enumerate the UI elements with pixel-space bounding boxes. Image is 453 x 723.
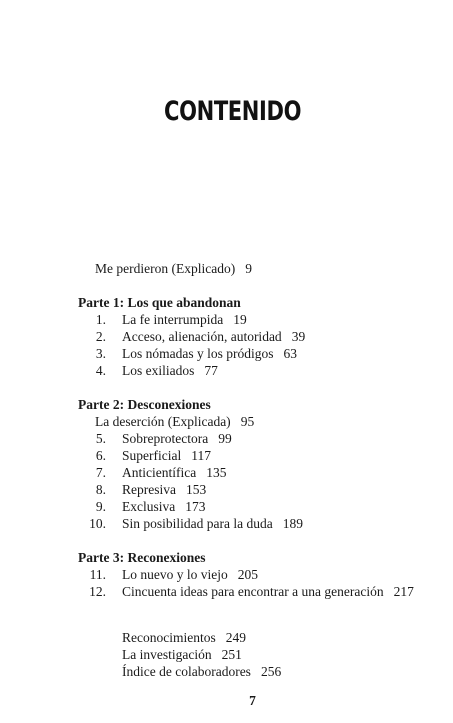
- toc-entry-label: Lo nuevo y lo viejo: [122, 567, 228, 582]
- toc-entry-page: 39: [291, 329, 306, 344]
- toc-entry-page: 95: [240, 414, 255, 429]
- toc-entry-label: Reconocimientos: [122, 630, 216, 645]
- toc-entry-number: 11.: [89, 567, 106, 582]
- toc-entry-label: Exclusiva: [122, 499, 176, 514]
- toc-entry-label: Acceso, alienación, autoridad: [122, 329, 282, 344]
- toc-entry-number: 1.: [95, 312, 106, 327]
- toc-entry-label: Los exiliados: [122, 363, 195, 378]
- toc-entry-page: 251: [221, 647, 242, 662]
- toc-entry: [78, 481, 438, 498]
- toc-entry-number: 7.: [95, 465, 106, 480]
- toc-entry-page: 249: [225, 630, 246, 645]
- toc-entry-number: 12.: [89, 584, 106, 599]
- toc-entry-number: 10.: [89, 516, 106, 531]
- toc-entry-label: Anticientífica: [122, 465, 197, 480]
- toc-entry-label: Represiva: [122, 482, 176, 497]
- toc-entry: [78, 498, 438, 515]
- toc-entry: [78, 583, 438, 600]
- toc-entry-page: 153: [185, 482, 207, 497]
- toc-entry-label: Sobreprotectora: [122, 431, 209, 446]
- part-2-heading: Parte 2: Desconexiones: [78, 397, 211, 412]
- toc-entry-number: 8.: [95, 482, 106, 497]
- toc-entry-number: 6.: [95, 448, 106, 463]
- toc-entry-label: La investigación: [122, 647, 212, 662]
- toc-entry: [122, 663, 438, 680]
- toc-entry: [78, 464, 438, 481]
- toc-entry-label: La fe interrumpida: [122, 312, 224, 327]
- toc-entry-page: 99: [218, 431, 232, 446]
- toc-entry-label: Cincuenta ideas para encontrar a una generación: [122, 584, 384, 599]
- toc-entry: [78, 447, 438, 464]
- part-1-heading: Parte 1: Los que abandonan: [78, 295, 241, 310]
- page-title: CONTENIDO: [164, 96, 302, 127]
- toc-entry: [78, 566, 438, 583]
- toc-entry-page: 63: [283, 346, 297, 361]
- toc-entry-page: 173: [185, 499, 206, 514]
- toc-entry-number: 3.: [95, 346, 106, 361]
- back-matter-list: [78, 629, 438, 680]
- toc-entry: [78, 345, 438, 362]
- part-3-heading: Parte 3: Reconexiones: [78, 550, 206, 565]
- toc-entry: [122, 629, 438, 646]
- toc-entry: [78, 311, 438, 328]
- page-number: 7: [249, 693, 256, 708]
- toc-entry-page: 256: [260, 664, 282, 679]
- toc-entry-page: 77: [204, 363, 218, 378]
- toc-entry: [78, 328, 438, 345]
- toc-entry: [78, 430, 438, 447]
- toc-entry-label: Me perdieron (Explicado): [95, 261, 236, 276]
- toc-entry-page: 117: [191, 448, 211, 463]
- toc-entry-part-2-intro: [78, 413, 438, 430]
- toc-entry: [122, 646, 438, 663]
- toc-entry-number: 4.: [95, 363, 106, 378]
- toc-entry-page: 135: [206, 465, 227, 480]
- toc-entry-page: 9: [245, 261, 252, 276]
- toc-entry-page: 205: [237, 567, 258, 582]
- toc-entry-number: 5.: [95, 431, 106, 446]
- toc-entry: [78, 362, 438, 379]
- toc-entry-label: Superficial: [122, 448, 182, 463]
- table-of-contents: [78, 260, 438, 680]
- toc-entry-page: 19: [233, 312, 247, 327]
- toc-entry-label: Índice de colaboradores: [122, 664, 251, 679]
- toc-entry-number: 2.: [95, 329, 106, 344]
- toc-entry-number: 9.: [95, 499, 106, 514]
- toc-entry: [78, 515, 438, 532]
- toc-entry-page: 189: [282, 516, 303, 531]
- toc-entry-label: Los nómadas y los pródigos: [122, 346, 274, 361]
- toc-entry-label: La deserción (Explicada): [95, 414, 231, 429]
- toc-entry-label: Sin posibilidad para la duda: [122, 516, 273, 531]
- toc-entry-page: 217: [393, 584, 414, 599]
- toc-entry-intro: [78, 260, 438, 277]
